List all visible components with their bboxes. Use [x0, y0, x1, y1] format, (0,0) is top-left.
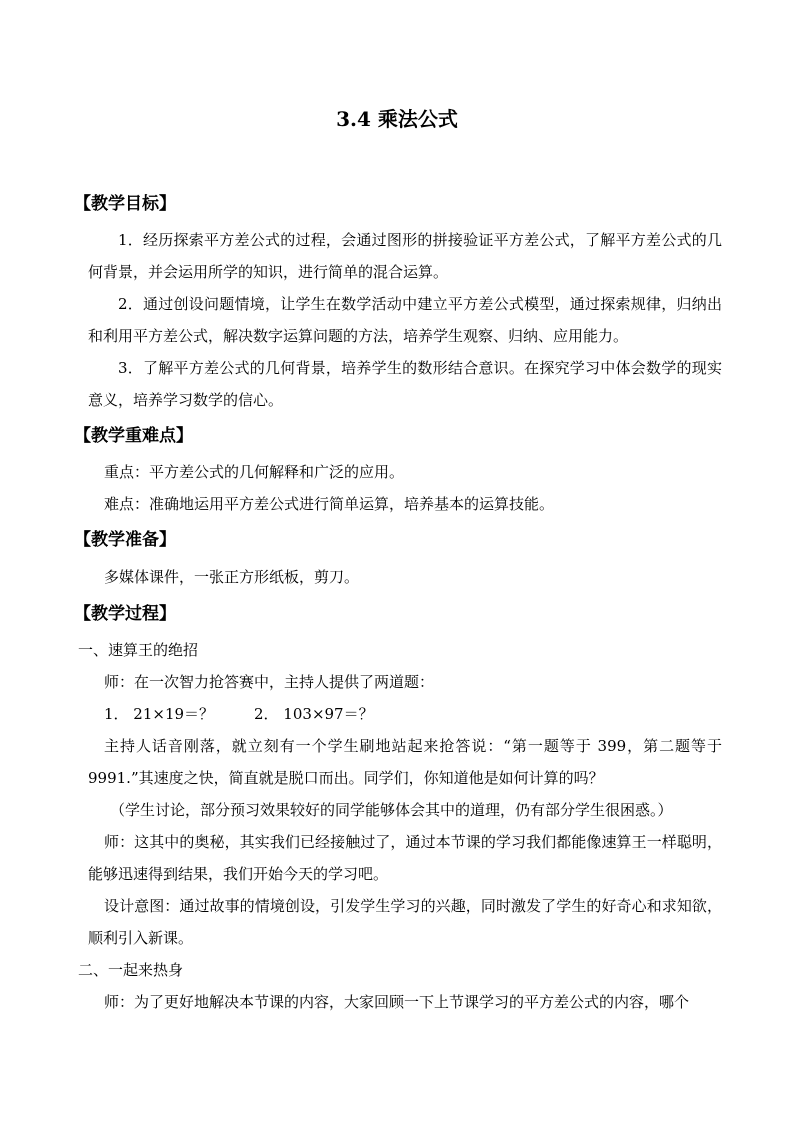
goal-item-2: 2．通过创设问题情境，让学生在数学活动中建立平方差公式模型，通过探索规律，归纳出和利用平方差公式，解决数字运算问题的方法，培养学生观察、归纳、应用能力。: [88, 295, 722, 345]
key-focus: 重点：平方差公式的几何解释和广泛的应用。: [104, 463, 405, 481]
design-intent: 设计意图：通过故事的情境创设，引发学生学习的兴趣，同时激发了学生的好奇心和求知欲，顺利引入新课。: [88, 897, 722, 947]
page-title: 3.4 乘法公式: [336, 107, 458, 131]
section-1-title: 一、速算王的绝招: [78, 641, 199, 659]
section-2-title: 二、一起来热身: [78, 961, 184, 979]
goal-item-1: 1．经历探索平方差公式的过程，会通过图形的拼接验证平方差公式，了解平方差公式的几何背景，并会运用所学的知识，进行简单的混合运算。: [88, 231, 722, 281]
question-1: 1． 21×19＝？: [104, 705, 215, 723]
question-2: 2． 103×97＝？: [254, 705, 374, 723]
section-2-teacher-text: 师：为了更好地解决本节课的内容，大家回顾一下上节课学习的平方差公式的内容，哪个: [104, 993, 690, 1011]
teacher-intro: 师：在一次智力抢答赛中，主持人提供了两道题：: [104, 673, 435, 691]
prep-text: 多媒体课件，一张正方形纸板，剪刀。: [104, 568, 360, 586]
heading-key-points: 【教学重难点】: [74, 426, 193, 446]
host-paragraph: 主持人话音刚落，就立刻有一个学生刷地站起来抢答说：“第一题等于 399，第二题等于 9991.”其速度之快，简直就是脱口而出。同学们，你知道他是如何计算的吗？: [88, 737, 722, 787]
goal-item-3: 3．了解平方差公式的几何背景，培养学生的数形结合意识。在探究学习中体会数学的现实意义，培养学习数学的信心。: [88, 359, 722, 409]
teacher-explain: 师：这其中的奥秘，其实我们已经接触过了，通过本节课的学习我们都能像速算王一样聪明，能够迅速得到结果，我们开始今天的学习吧。: [88, 833, 722, 883]
heading-teaching-goals: 【教学目标】: [74, 194, 176, 214]
discussion-note: （学生讨论，部分预习效果较好的同学能够体会其中的道理，仍有部分学生很困惑。）: [110, 801, 673, 819]
heading-teaching-prep: 【教学准备】: [74, 530, 176, 550]
key-difficulty: 难点：准确地运用平方差公式进行简单运算，培养基本的运算技能。: [104, 495, 555, 513]
heading-teaching-process: 【教学过程】: [74, 604, 176, 624]
